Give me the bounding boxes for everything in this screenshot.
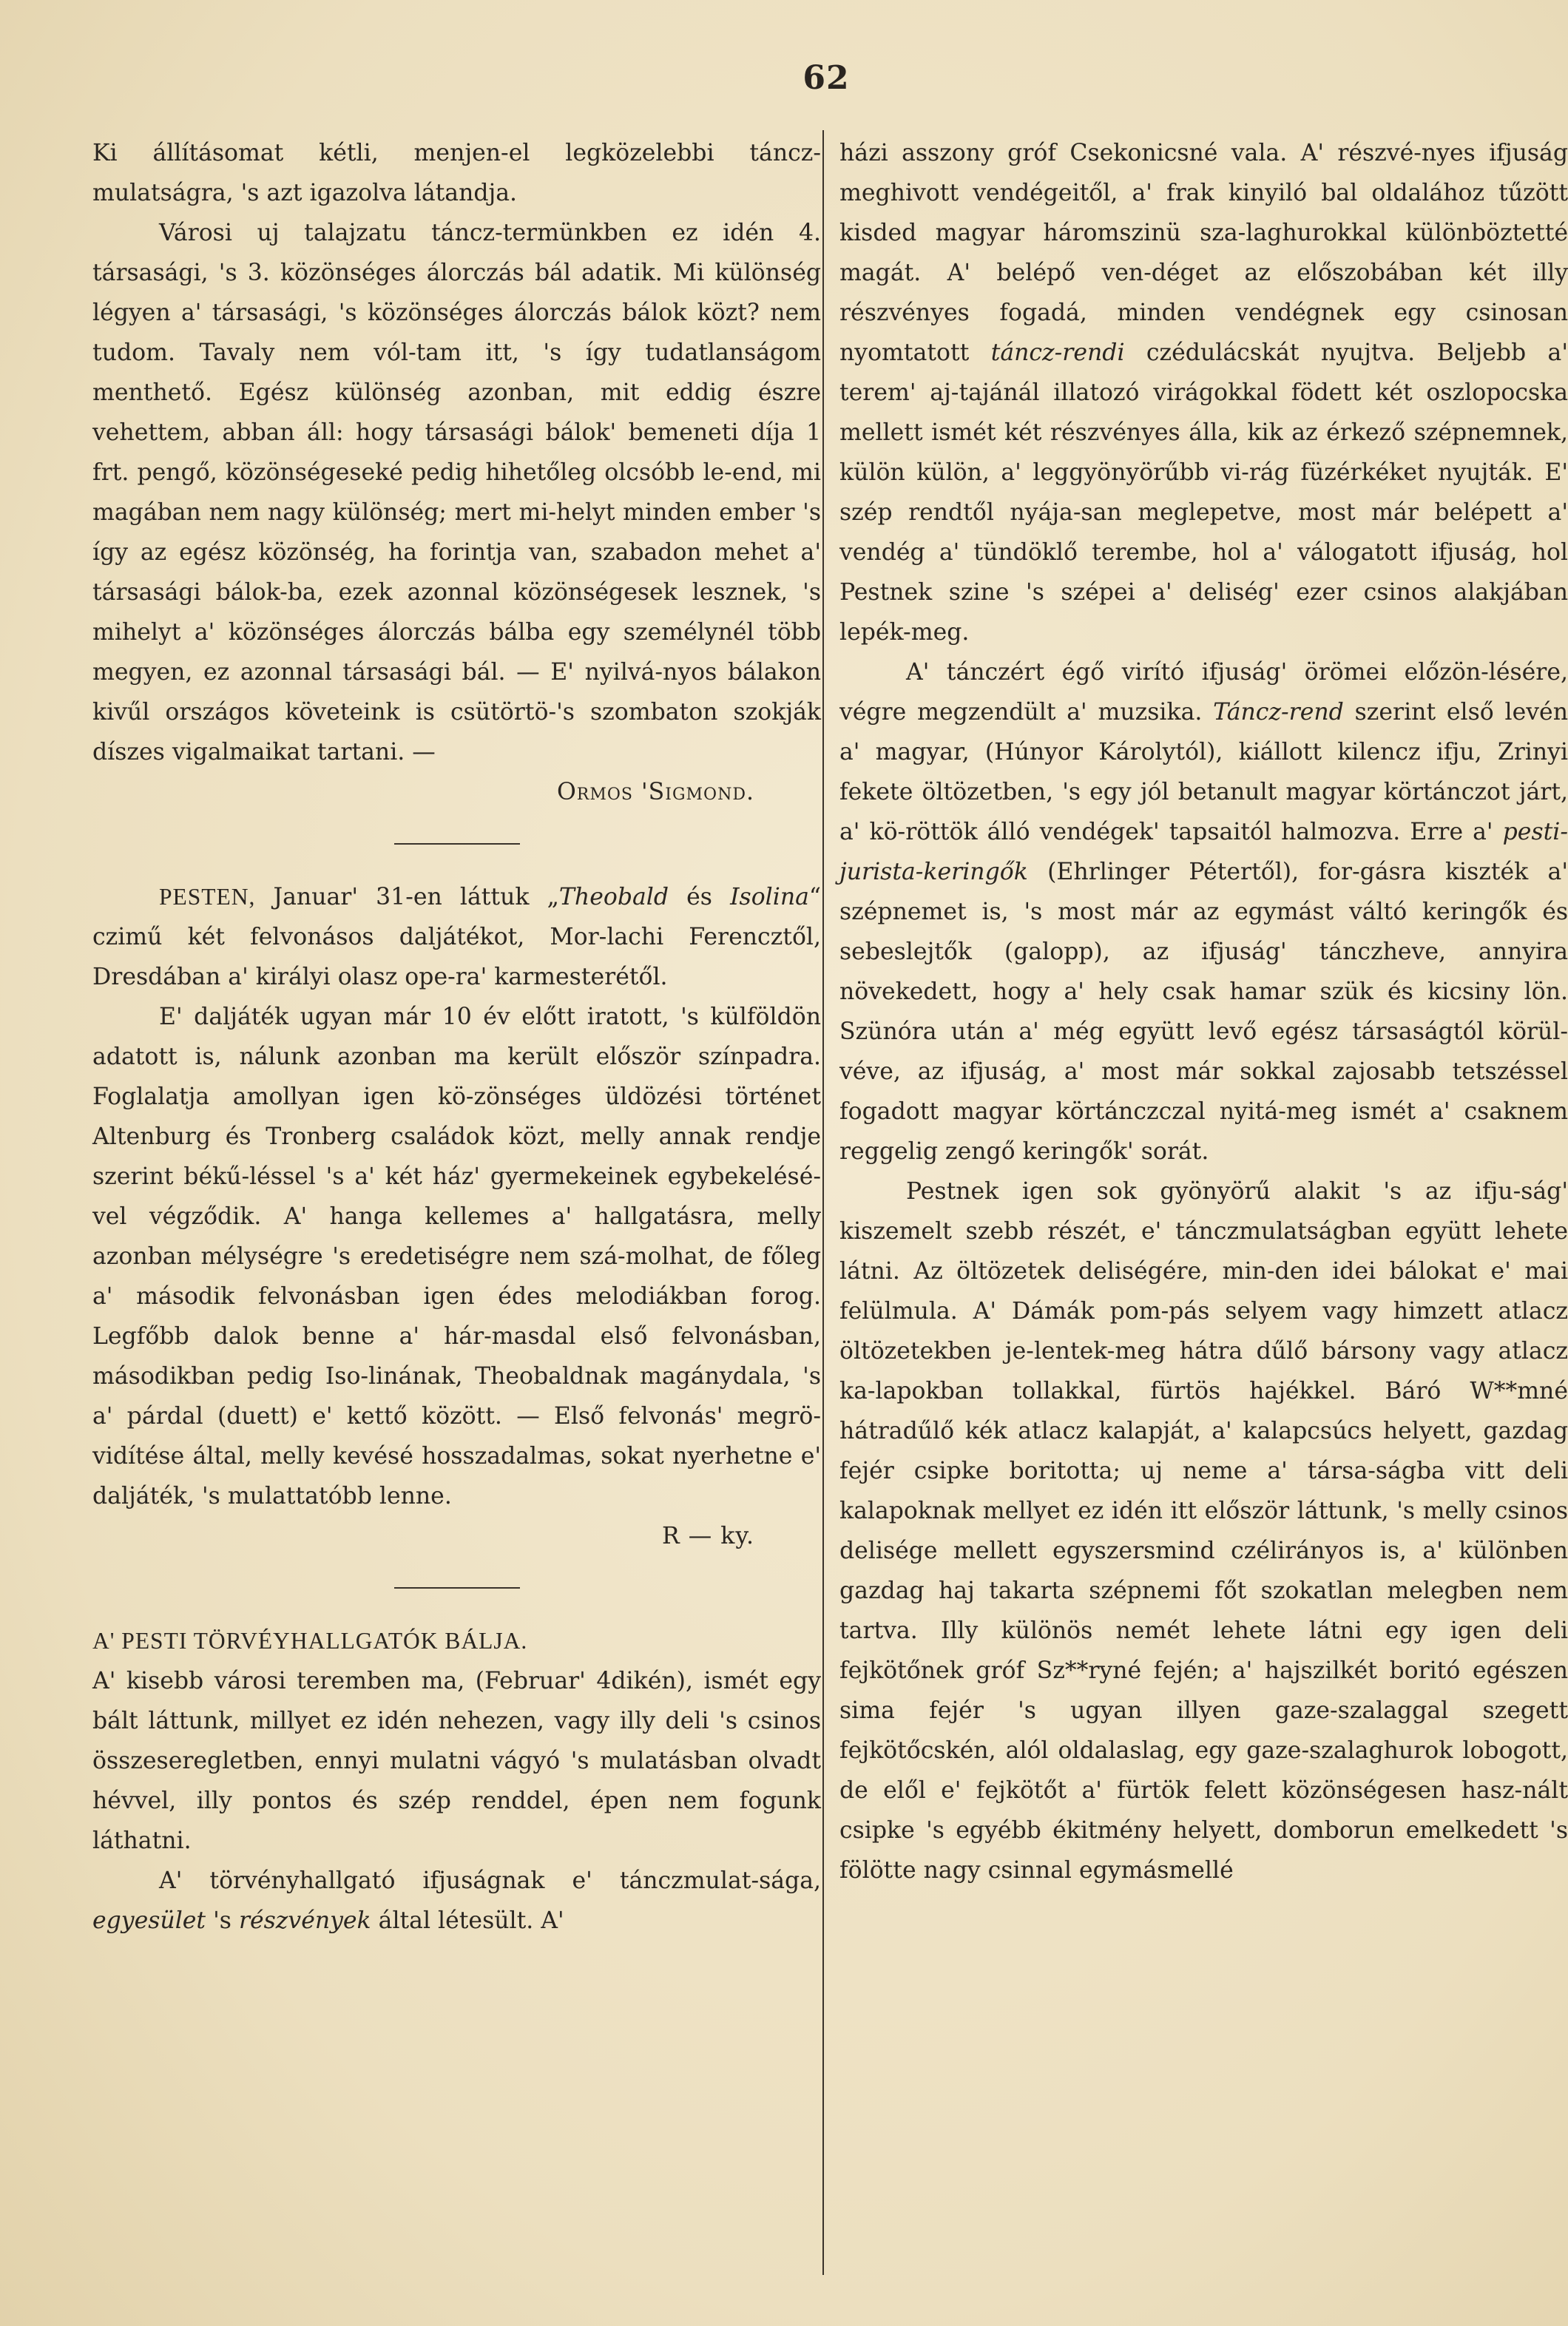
page-number: 62 [802, 59, 850, 97]
article-ball-paragraph-1: A' kisebb városi teremben ma, (Februar' 4dikén), ismét egy bált láttunk, millyet ez idén nehezen, vagy illy deli 's csinos összeseregletben, ennyi mulatni vágyó 's mulatásban olvadt hévvel, illy pontos és szép renddel, épen nem fogunk láthatni. [92, 1668, 821, 1854]
left-paragraph-2: Városi uj talajzatu táncz-termünkben ez idén 4. társasági, 's 3. közönséges álorczás bál adatik. Mi különség légyen a' társasági, 's közönséges álorczás bálok közt? nem tudom. Tavaly nem vól-tam itt, 's így tudatlanságom menthető. Egész különség azonban, mit eddig észre vehettem, abban áll: hogy társasági bálok' bemeneti díja 1 frt. pengő, közönségeseké pedig hihetőleg olcsóbb le-end, mi magában nem nagy különség; mert mi-helyt minden ember 's így az egész közönség, ha forintja van, szabadon mehet a' társasági bálok-ba, ezek azonnal közönségesek lesznek, 's mihelyt a' közönséges álorczás bálba egy személynél több megyen, ez azonnal társasági bál. — E' nyilvá-nyos bálakon kivűl országos követeink is csütörtö-'s szombaton szokják díszes vigalmaikat tartani. — [92, 220, 821, 765]
left-paragraph-1: Ki állításomat kétli, menjen-el legközelebbi táncz-mulatságra, 's azt igazolva látandja. [92, 140, 821, 206]
dateline-pesten: PESTEN, [159, 884, 256, 910]
right-paragraph-1: házi asszony gróf Csekonicsné vala. A' részvé-nyes ifjuság meghivott vendégeitől, a' frak kinyiló bal oldalához tűzött kisded magyar háromszinü sza-laghurokkal különböztetté magát. A' belépő ven-déget az előszobában két illy részvényes fogadá, minden vendégnek egy csinosan nyomtatott táncz-rendi czédulácskát nyujtva. Beljebb a' terem' aj-tajánál illatozó virágokkal födett két oszlopocska mellett ismét két részvényes álla, kik az érkező szépnemnek, külön külön, a' leggyönyörűbb vi-rág füzérkéket nyujták. E' szép rendtől nyája-san meglepetve, most már belépett a' vendég a' tündöklő terembe, hol a' válogatott ifjuság, hol Pestnek szine 's szépei a' deliség' ezer csinos alakjában lepék-meg. [839, 140, 1568, 646]
author-signature-ormos: Ormos 'Sigmond. [556, 779, 754, 805]
em-egyesulet: egyesület [92, 1907, 206, 1934]
em-reszvenyek: részvények [238, 1907, 371, 1934]
author-signature-rky: R — ky. [662, 1523, 754, 1549]
em-tancz-rend: Táncz-rend [1213, 699, 1344, 726]
right-column [839, 133, 1568, 1890]
section-divider-1 [394, 843, 520, 845]
article-theobald-body: E' daljáték ugyan már 10 év előtt iratott, 's külföldön adatott is, nálunk azonban ma került először színpadra. Foglalatja amollyan igen kö-zönséges üldözési történet Altenburg és Tronberg családok közt, melly annak rendje szerint békű-léssel 's a' két ház' gyermekeinek egybekelésé-vel végződik. A' hanga kellemes a' hallgatásra, melly azonban mélységre 's eredetiségre nem szá-molhat, de főleg a' második felvonásban igen édes melodiákban forog. Legfőbb dalok benne a' hár-masdal első felvonásban, másodikban pedig Iso-linának, Theobaldnak magánydala, 's a' párdal (duett) e' kettő között. — Első felvonás' megrö-vidítése által, melly kevésé hosszadalmas, sokat nyerhetne e' daljáték, 's mulattatóbb lenne. [92, 1004, 821, 1509]
title-theobald: Theobald [558, 884, 669, 910]
column-divider-rule [822, 130, 824, 2275]
article-heading-ball: A' PESTI TÖRVÉYHALLGATÓK BÁLJA. [92, 1628, 528, 1654]
article-ball-paragraph-2: A' törvényhallgató ifjuságnak e' tánczmulat-sága, egyesület 's részvények által létesült. A' [92, 1867, 821, 1934]
section-divider-2 [394, 1587, 520, 1589]
left-column [92, 133, 821, 1941]
em-tancz-rendi: táncz-rendi [990, 339, 1125, 366]
article-theobald-intro: PESTEN, Januar' 31-en láttuk „Theobald és Isolina“ czimű két felvonásos daljátékot, Mor-lachi Ferencztől, Dresdában a' királyi olasz ope-ra' karmesterétől. [92, 884, 821, 990]
title-isolina: Isolina [730, 884, 809, 910]
em-pesti-jurista-keringok: pesti-jurista-keringők [839, 819, 1568, 885]
right-paragraph-2: A' tánczért égő virító ifjuság' örömei előzön-lésére, végre megzendült a' muzsika. Táncz-rend szerint első levén a' magyar, (Húnyor Károlytól), kiállott kilencz ifju, Zrinyi fekete öltözetben, 's egy jól betanult magyar körtánczot járt, a' kö-röttök álló vendégek' tapsaitól halmozva. Erre a' pesti-jurista-keringők (Ehrlinger Pétertől), for-gásra kiszték a' szépnemet is, 's most már az egymást váltó keringők és sebeslejtők (galopp), az ifjuság' tánczheve, annyira növekedett, hogy a' hely csak hamar szük és kicsiny lön. Szünóra után a' még együtt levő egész társaságtól körül-véve, az ifjuság, a' most már sokkal zajosabb tetszéssel fogadott magyar körtánczczal nyitá-meg ismét a' csaknem reggelig zengő keringők' sorát. [839, 659, 1568, 1165]
right-paragraph-3: Pestnek igen sok gyönyörű alakit 's az ifju-ság' kiszemelt szebb részét, e' tánczmulatságban együtt lehete látni. Az öltözetek deliségére, min-den idei bálokat e' mai felülmula. A' Dámák pom-pás selyem vagy himzett atlacz öltözetekben je-lentek-meg hátra dűlő bársony vagy atlacz ka-lapokban tollakkal, fürtös hajékkel. Báró W**mné hátradűlő kék atlacz kalapját, a' kalapcsúcs helyett, gazdag fejér csipke boritotta; uj neme a' társa-ságba vitt deli kalapoknak mellyet ez idén itt először láttunk, 's melly csinos delisége mellett egyszersmind czélirányos is, a' különben gazdag haj takarta szépnemi főt szokatlan melegben nem tartva. Illy különös nemét lehete látni egy igen deli fejkötőnek gróf Sz**ryné fején; a' hajszilkét boritó egészen sima fejér 's ugyan illyen gaze-szalaggal szegett fejkötőcskén, alól oldalaslag, egy gaze-szalaghurok lobogott, de elől e' fejkötőt a' fürtök felett közönségesen hasz-nált csipke 's egyébb ékitmény helyett, domborun emelkedett 's fölötte nagy csinnal egymásmellé [839, 1178, 1568, 1884]
